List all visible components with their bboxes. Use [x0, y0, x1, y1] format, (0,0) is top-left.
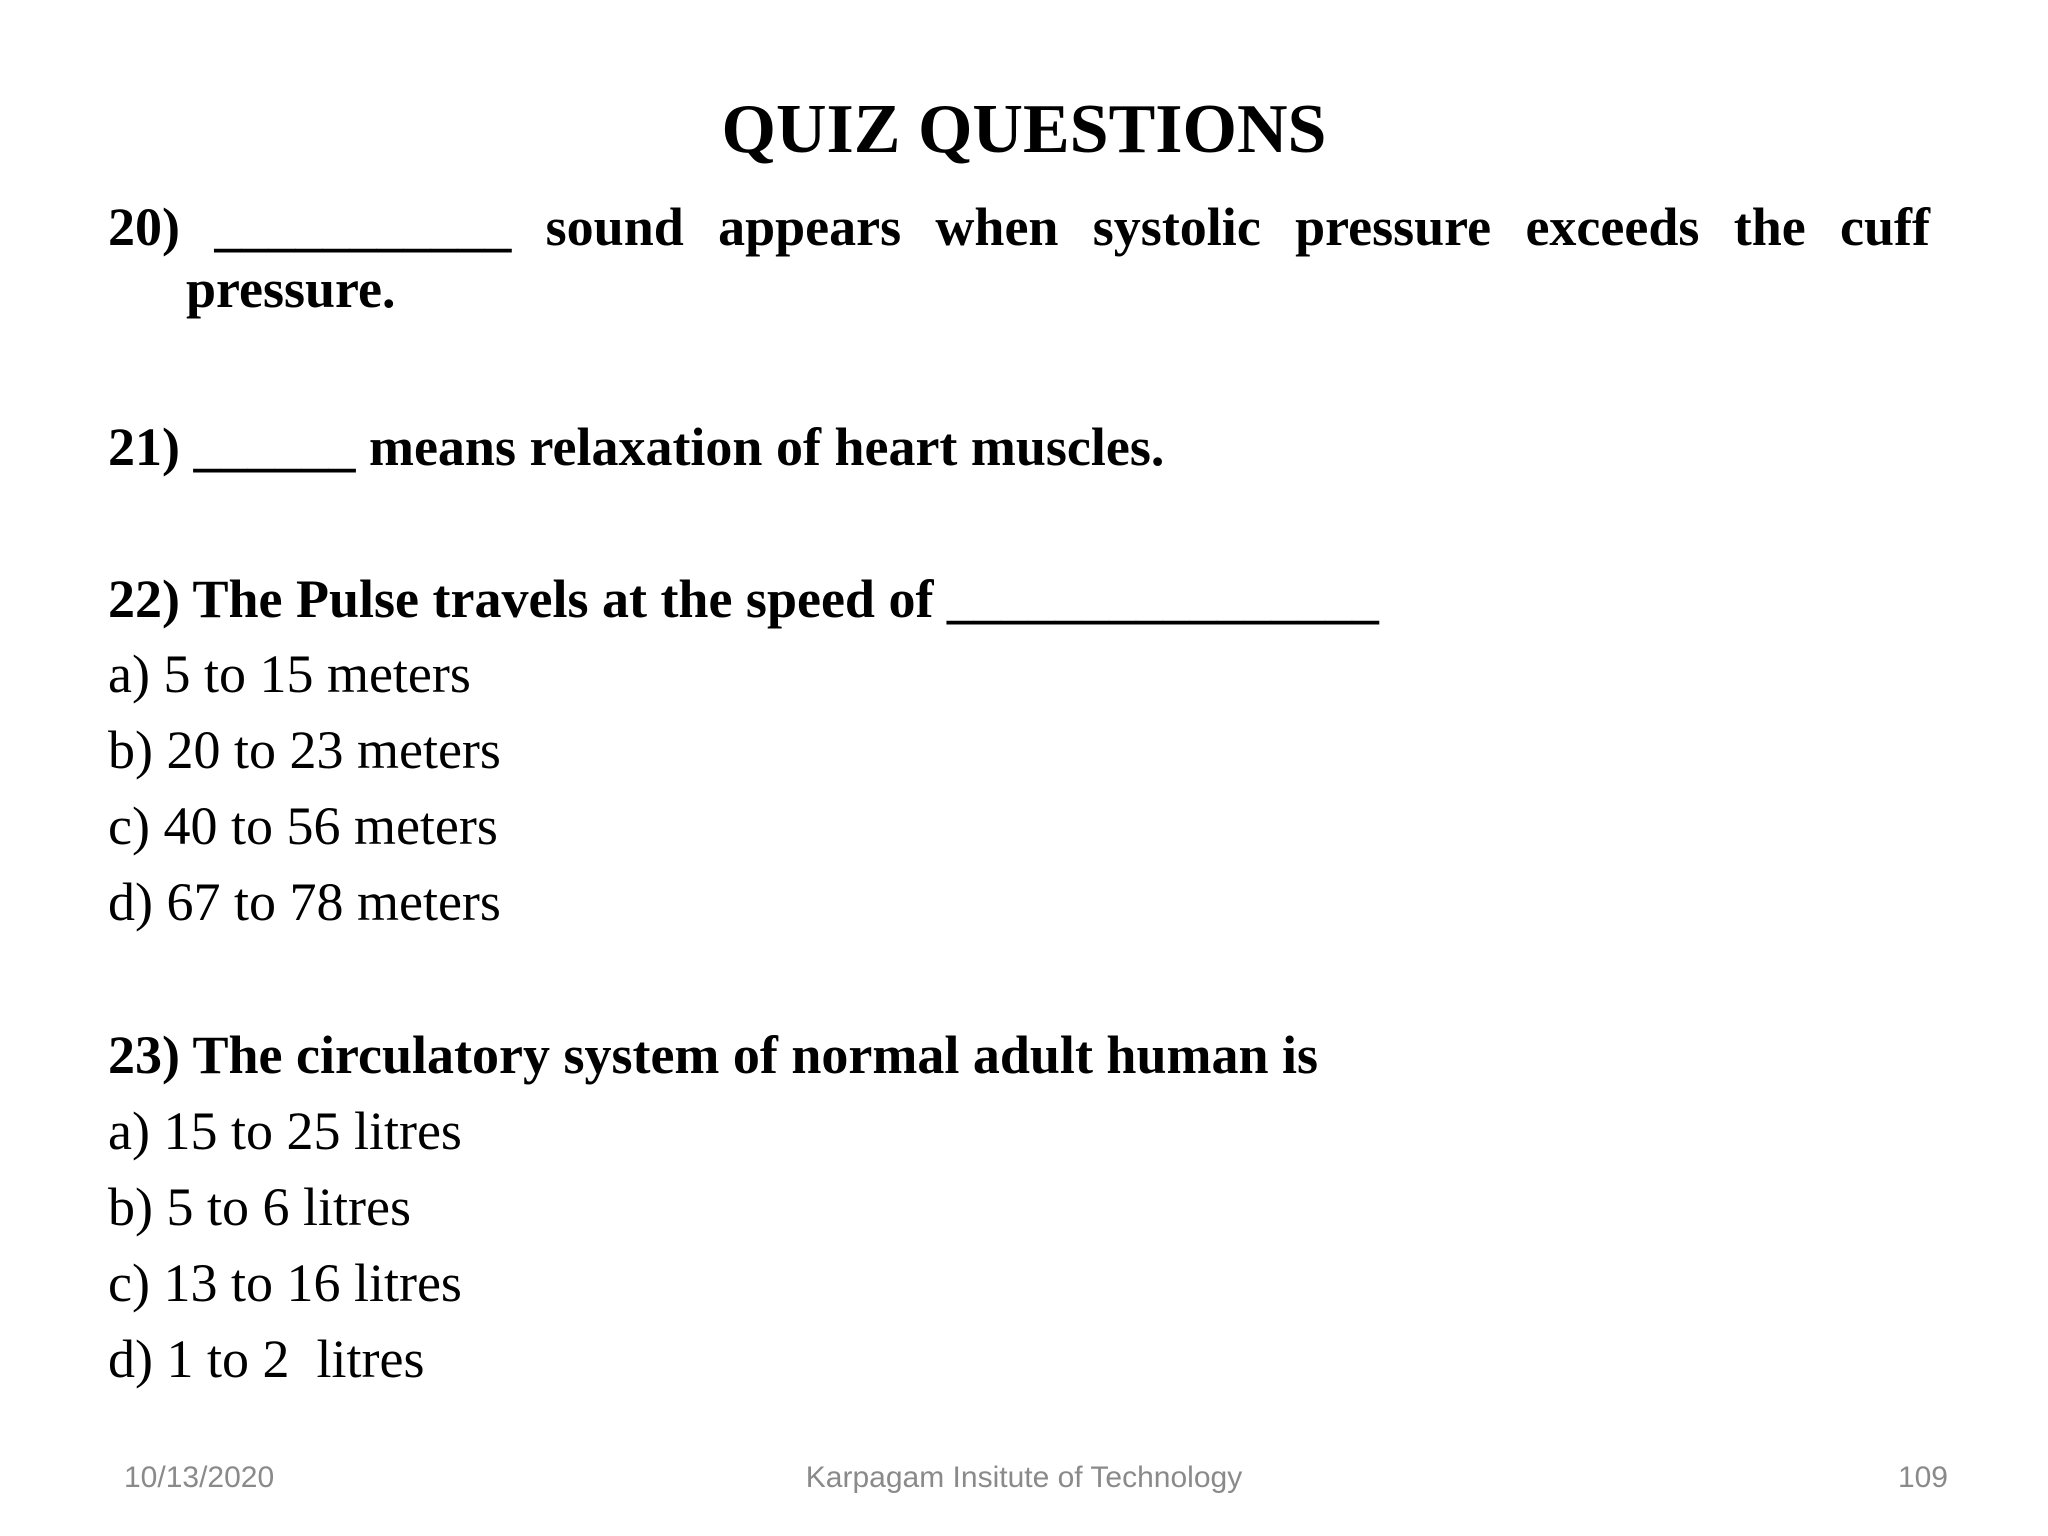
question-22-option-d: d) 67 to 78 meters — [108, 872, 501, 932]
question-23-option-a: a) 15 to 25 litres — [108, 1101, 462, 1161]
footer-date: 10/13/2020 — [124, 1461, 275, 1494]
question-22-option-a: a) 5 to 15 meters — [108, 644, 471, 704]
question-22: 22) The Pulse travels at the speed of ________________ — [108, 569, 1379, 629]
question-20 — [108, 196, 1930, 320]
page-number: 109 — [1897, 1461, 1948, 1494]
question-22-option-c: c) 40 to 56 meters — [108, 796, 498, 856]
question-23-option-c: c) 13 to 16 litres — [108, 1253, 462, 1313]
question-23-option-b: b) 5 to 6 litres — [108, 1177, 411, 1237]
question-20-line-1: 20) ___________ sound appears when systolic pressure exceeds the cuff — [108, 197, 1930, 257]
question-20-line-2: pressure. — [186, 259, 396, 319]
question-23: 23) The circulatory system of normal adult human is — [108, 1025, 1319, 1085]
question-23-option-d: d) 1 to 2 litres — [108, 1329, 425, 1389]
question-21: 21) ______ means relaxation of heart muscles. — [108, 417, 1165, 477]
question-22-option-b: b) 20 to 23 meters — [108, 720, 501, 780]
slide-title: QUIZ QUESTIONS — [721, 91, 1327, 168]
footer-institute: Karpagam Insitute of Technology — [805, 1461, 1243, 1494]
